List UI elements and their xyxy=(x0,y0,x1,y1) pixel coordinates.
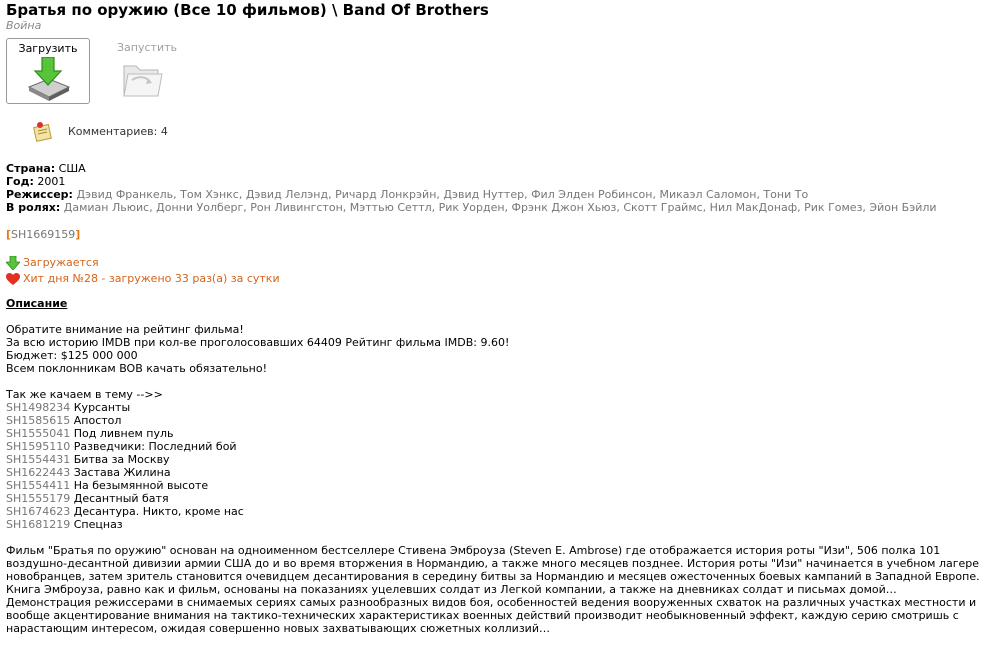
country-value: США xyxy=(58,162,86,175)
desc-line: Обратите внимание на рейтинг фильма! xyxy=(6,323,244,336)
related-item: SH1555179 Десантный батя xyxy=(6,492,169,505)
cast-value[interactable]: Дамиан Льюис, Донни Уолберг, Рон Ливингстон, Мэттью Сеттл, Рик Уорден, Фрэнк Джон Хьюз, Скотт Граймс, Нил МакДонаф, Рик Гомез, Эйон Бэйли xyxy=(63,201,937,214)
download-button-label: Загрузить xyxy=(18,42,78,55)
heart-icon xyxy=(6,273,20,286)
related-code[interactable]: SH1622443 xyxy=(6,466,71,479)
info-cast: В ролях: Дамиан Льюис, Донни Уолберг, Рон Ливингстон, Мэттью Сеттл, Рик Уорден, Фрэнк Джон Хьюз, Скотт Граймс, Нил МакДонаф, Рик Гомез, Эйон Бэйли xyxy=(6,201,937,214)
notepad-icon xyxy=(32,120,54,142)
description-body xyxy=(6,323,986,531)
year-value: 2001 xyxy=(37,175,66,188)
related-list xyxy=(6,401,986,531)
description-heading: Описание xyxy=(6,297,68,310)
related-code[interactable]: SH1555041 xyxy=(6,427,71,440)
related-item: SH1554431 Битва за Москву xyxy=(6,453,170,466)
info-country: Страна: США xyxy=(6,162,86,175)
related-code[interactable]: SH1554431 xyxy=(6,453,71,466)
launch-folder-icon xyxy=(118,56,164,100)
green-arrow-icon xyxy=(6,256,20,270)
related-code[interactable]: SH1555179 xyxy=(6,492,71,505)
info-directors: Режиссер: Дэвид Франкель, Том Хэнкс, Дэвид Лелэнд, Ричард Лонкрэйн, Дэвид Нуттер, Фил Элден Робинсон, Микаэл Саломон, Тони То xyxy=(6,188,809,201)
page-title: Братья по оружию (Все 10 фильмов) \ Band Of Brothers xyxy=(6,1,489,19)
synopsis xyxy=(6,544,990,635)
desc-line: Всем поклонникам BOB качать обязательно! xyxy=(6,362,268,375)
related-item: SH1674623 Десантура. Никто, кроме нас xyxy=(6,505,244,518)
launch-button[interactable] xyxy=(106,38,188,102)
related-item: SH1555041 Под ливнем пуль xyxy=(6,427,174,440)
release-code: [SH1669159] xyxy=(6,228,81,241)
synopsis-paragraph-2: Демонстрация режиссерами в снимаемых сериях самых разнообразных видов боя, особенностей ведения вооруженных схваток на различных участках местности и вообще акцентирование внимания на тактико-технических характеристиках военных действий производит необыкновенный эффект, каждую серию смотришь с нарастающим интересом, ожидая совершенно новых захватывающих сюжетных коллизий… xyxy=(6,596,977,635)
related-item: SH1585615 Апостол xyxy=(6,414,122,427)
directors-value[interactable]: Дэвид Франкель, Том Хэнкс, Дэвид Лелэнд, Ричард Лонкрэйн, Дэвид Нуттер, Фил Элден Робинсон, Микаэл Саломон, Тони То xyxy=(76,188,809,201)
download-button[interactable] xyxy=(6,38,90,104)
related-code[interactable]: SH1554411 xyxy=(6,479,71,492)
related-item: SH1554411 На безымянной высоте xyxy=(6,479,209,492)
hit-status: Хит дня №28 - загружено 33 раз(а) за сутки xyxy=(6,271,986,287)
related-item: SH1681219 Спецназ xyxy=(6,518,123,531)
genre-label: Война xyxy=(6,19,42,32)
related-code[interactable]: SH1498234 xyxy=(6,401,71,414)
related-code[interactable]: SH1595110 xyxy=(6,440,71,453)
movie-info xyxy=(6,162,986,214)
downloading-status: Загружается xyxy=(6,255,986,271)
status-block xyxy=(6,255,986,287)
related-item: SH1595110 Разведчики: Последний бой xyxy=(6,440,237,453)
download-icon xyxy=(25,57,71,101)
related-code[interactable]: SH1681219 xyxy=(6,518,71,531)
action-bar xyxy=(6,38,986,104)
release-code-value[interactable]: SH1669159 xyxy=(11,228,76,241)
also-label: Так же качаем в тему -->> xyxy=(6,388,163,401)
related-item: SH1498234 Курсанты xyxy=(6,401,131,414)
launch-button-label: Запустить xyxy=(117,41,177,54)
related-code[interactable]: SH1674623 xyxy=(6,505,71,518)
synopsis-paragraph-1: Фильм "Братья по оружию" основан на одноименном бестселлере Стивена Эмброуза (Steven E. Ambrose) где отображается история роты "Изи", 506 полка 101 воздушно-десантной дивизии армии США до и во время вторжения в Нормандию, а также много месяцев позднее. История роты "Изи" начинается в учебном лагере новобранцев, затем зритель становится очевидцем десантирования в середину битвы за Нормандию и месяцев ожесточенных боевых кампаний в Западной Европе. Книга Эмброуза, равно как и фильм, основаны на показаниях уцелевших солдат из Легкой компании, а также на дневниках солдат и письмах домой… xyxy=(6,544,980,596)
desc-line: За всю историю IMDB при кол-ве проголосовавших 64409 Рейтинг фильма IMDB: 9.60! xyxy=(6,336,510,349)
comments-link[interactable] xyxy=(32,118,986,144)
related-code[interactable]: SH1585615 xyxy=(6,414,71,427)
desc-line: Бюджет: $125 000 000 xyxy=(6,349,138,362)
related-item: SH1622443 Застава Жилина xyxy=(6,466,171,479)
comments-count: Комментариев: 4 xyxy=(68,124,168,138)
info-year: Год: 2001 xyxy=(6,175,66,188)
